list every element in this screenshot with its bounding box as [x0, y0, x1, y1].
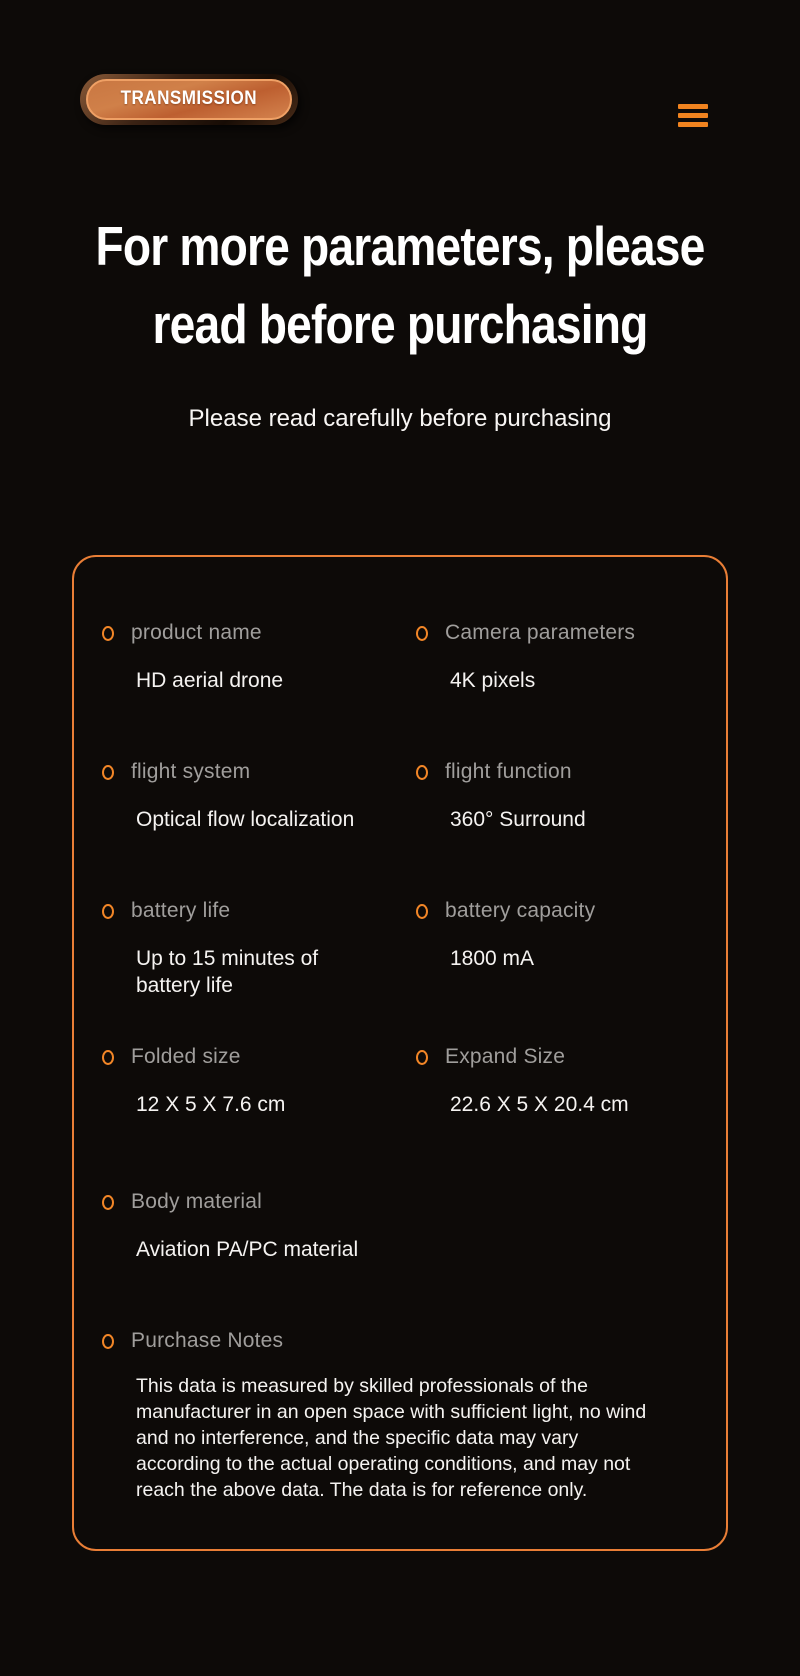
page-title-line1: For more parameters, please [95, 215, 705, 277]
hamburger-icon [678, 122, 708, 127]
menu-button[interactable] [678, 104, 708, 127]
spec-value: 22.6 X 5 X 20.4 cm [450, 1093, 629, 1116]
spec-label: flight system [131, 760, 251, 783]
top-bar [0, 0, 800, 127]
spec-label: Folded size [131, 1045, 241, 1068]
circle-bullet-icon [102, 765, 114, 780]
spec-value: Optical flow localization [136, 808, 355, 831]
transmission-badge-face [86, 79, 292, 120]
spec-item-purchase-notes [102, 1329, 686, 1503]
spec-item-flight-function [416, 760, 686, 833]
circle-bullet-icon [102, 626, 114, 641]
spec-label: battery capacity [445, 899, 596, 922]
circle-bullet-icon [102, 1334, 114, 1349]
spec-label: Purchase Notes [131, 1329, 284, 1352]
spec-row-battery [102, 899, 686, 999]
spec-label: Camera parameters [445, 621, 636, 644]
spec-value: Aviation PA/PC material [136, 1238, 359, 1261]
spec-row-body-material [102, 1190, 686, 1263]
spec-label: Body material [131, 1190, 262, 1213]
purchase-notes-text: This data is measured by skilled professionals of the manufacturer in an open space with sufficient light, no wind and no interference, and the specific data may vary according to the actual operating conditions, and may not reach the above data. The data is for reference only. [136, 1375, 647, 1501]
spec-row-purchase-notes [102, 1329, 686, 1503]
spec-label: Expand Size [445, 1045, 566, 1068]
hamburger-icon [678, 104, 708, 109]
transmission-badge-label: TRANSMISSION [120, 88, 258, 109]
spec-item-battery-capacity [416, 899, 686, 999]
spec-value: Up to 15 minutes of battery life [136, 947, 319, 997]
page-title-line2: read before purchasing [152, 293, 648, 355]
circle-bullet-icon [416, 765, 428, 780]
page-subtitle: Please read carefully before purchasing [188, 405, 612, 432]
spec-row-size [102, 1045, 686, 1118]
spec-item-body-material [102, 1190, 686, 1263]
circle-bullet-icon [102, 904, 114, 919]
circle-bullet-icon [416, 1050, 428, 1065]
spec-row-flight [102, 760, 686, 833]
circle-bullet-icon [102, 1195, 114, 1210]
spec-value: 1800 mA [450, 947, 535, 970]
circle-bullet-icon [416, 626, 428, 641]
spec-item-flight-system [102, 760, 416, 833]
spec-panel [72, 555, 728, 1551]
spec-label: product name [131, 621, 262, 644]
transmission-badge[interactable] [80, 74, 298, 125]
spec-label: battery life [131, 899, 231, 922]
spec-value: 12 X 5 X 7.6 cm [136, 1093, 286, 1116]
hamburger-icon [678, 113, 708, 118]
spec-item-folded-size [102, 1045, 416, 1118]
spec-label: flight function [445, 760, 572, 783]
spec-item-battery-life [102, 899, 416, 999]
spec-value: HD aerial drone [136, 669, 284, 692]
spec-item-camera-parameters [416, 621, 686, 694]
spec-value: 4K pixels [450, 669, 536, 692]
circle-bullet-icon [102, 1050, 114, 1065]
spec-value: 360° Surround [450, 808, 586, 831]
spec-item-product-name [102, 621, 416, 694]
page-title [64, 207, 736, 363]
spec-row-name-camera [102, 621, 686, 694]
circle-bullet-icon [416, 904, 428, 919]
spec-item-expand-size [416, 1045, 686, 1118]
